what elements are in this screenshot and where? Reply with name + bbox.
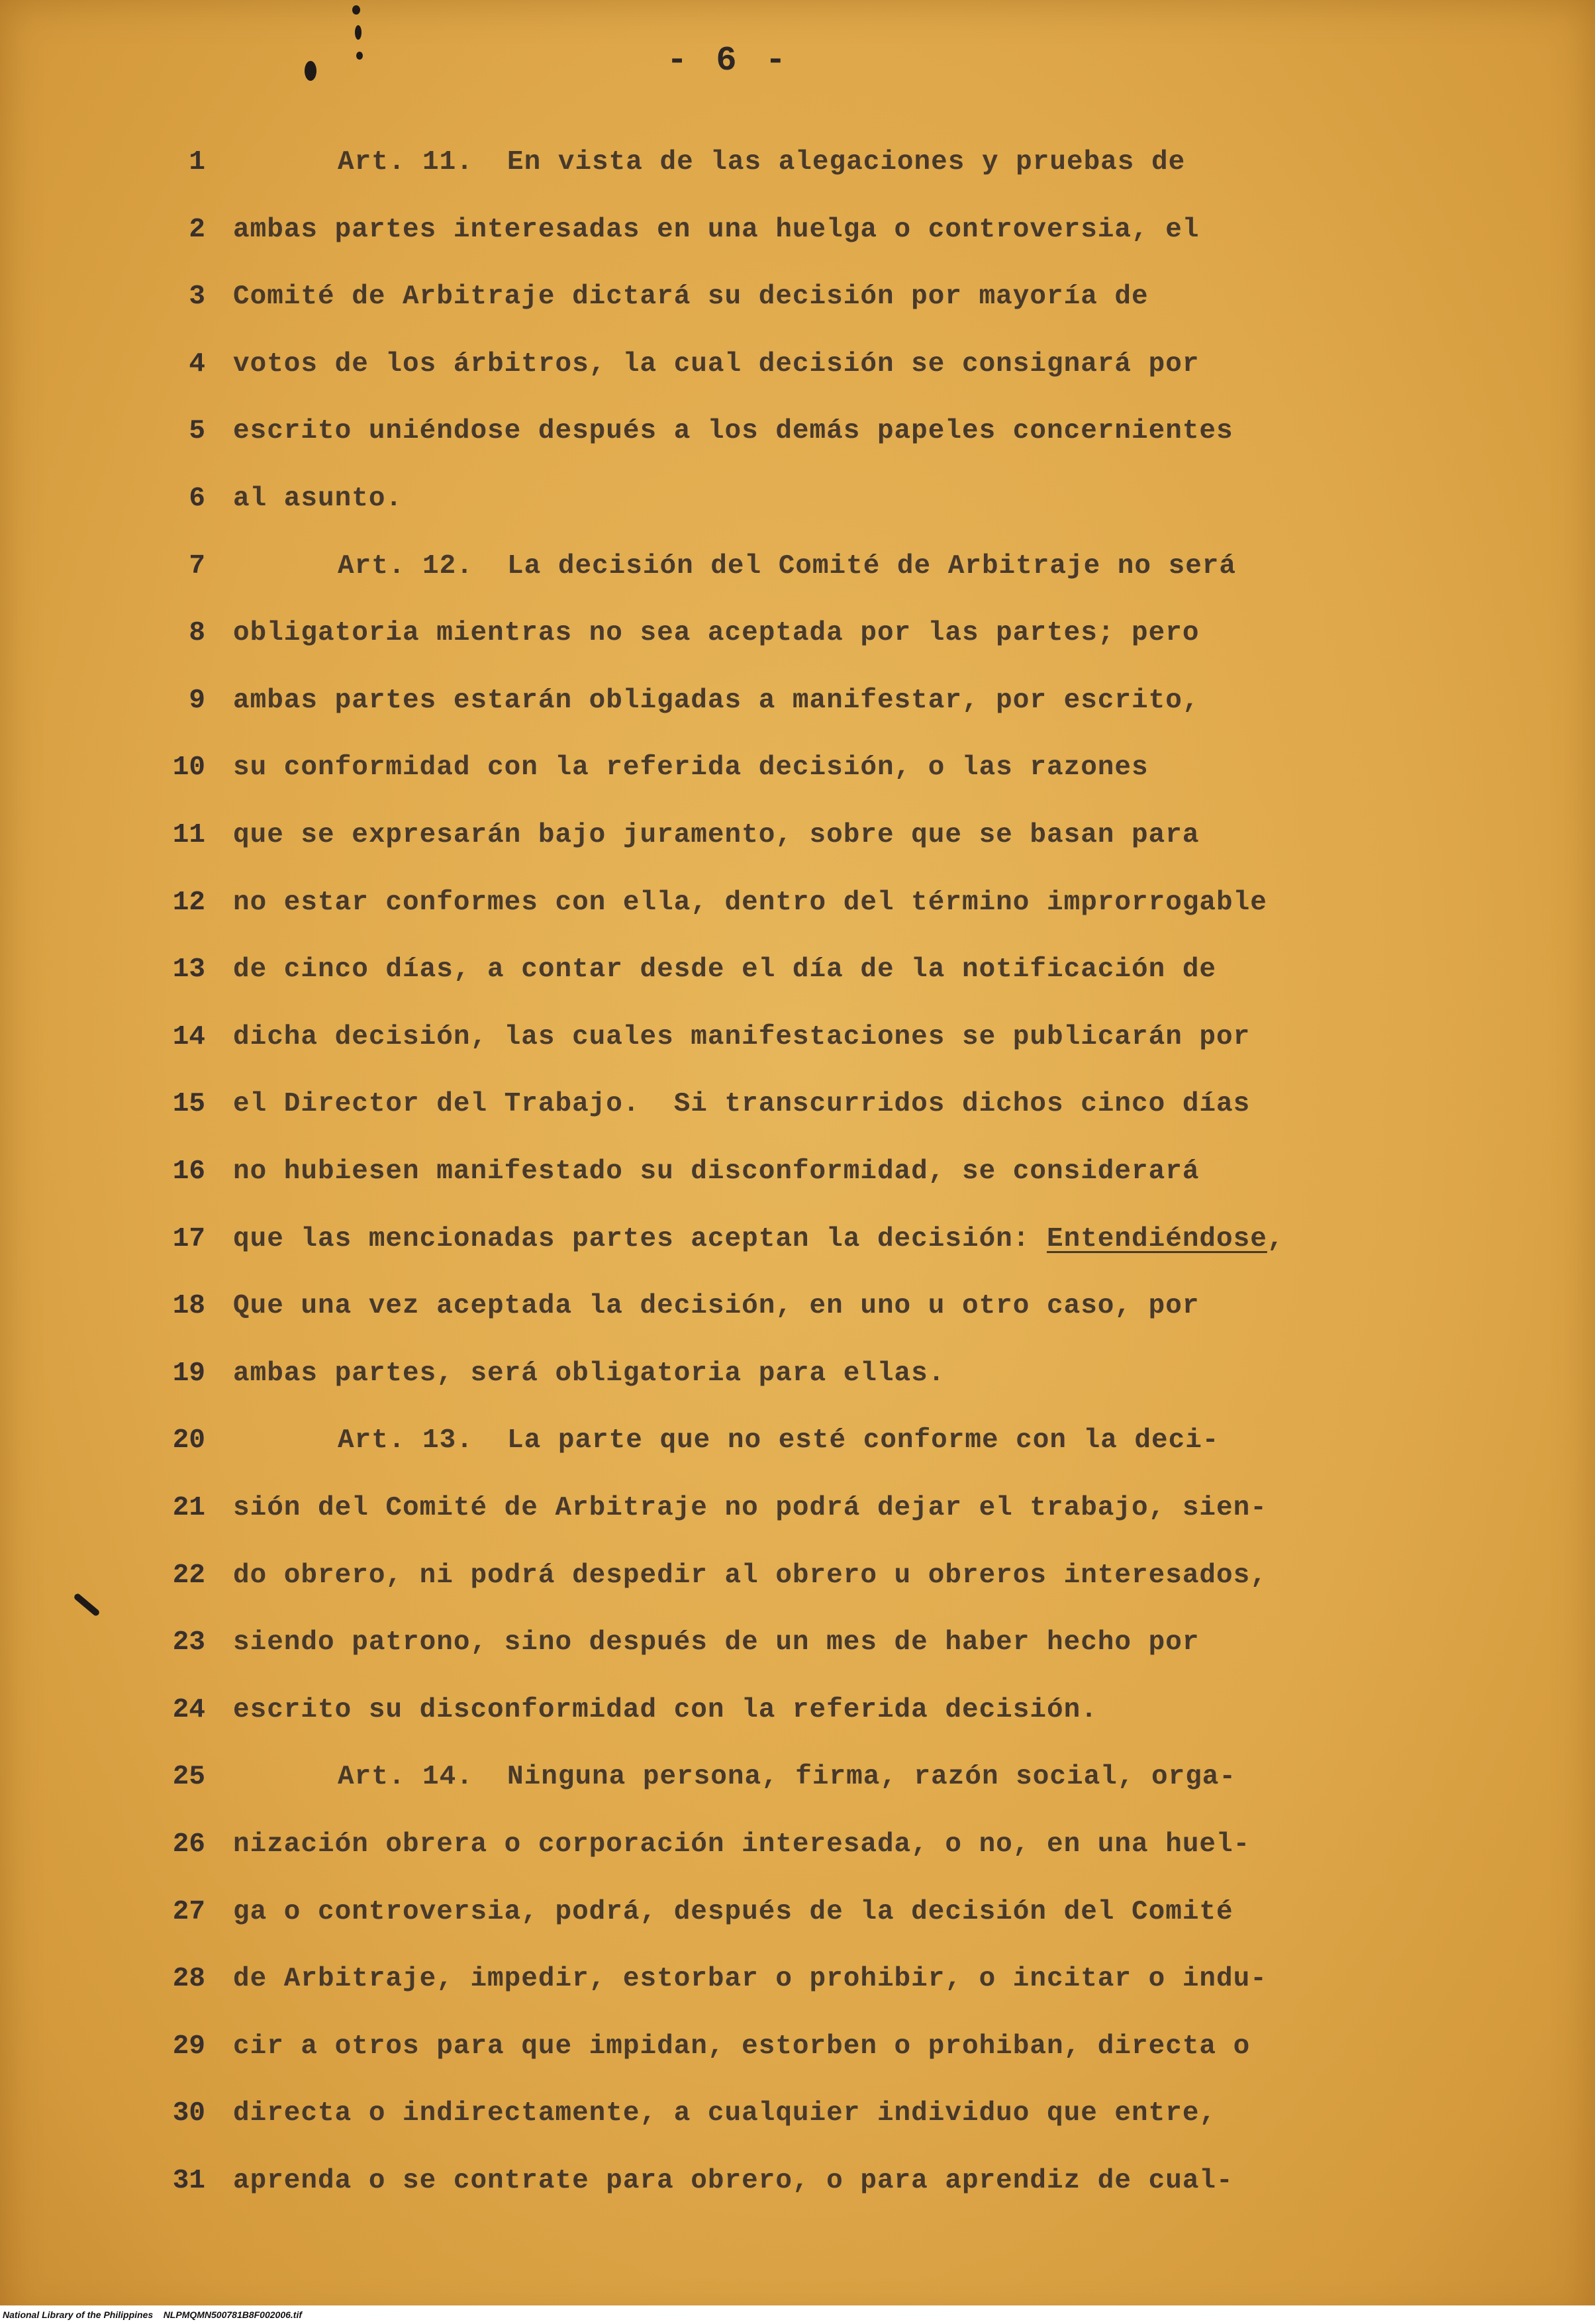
text-line: [0, 1022, 1595, 1082]
ink-blot-4: [305, 61, 316, 81]
line-number: 19: [172, 1358, 205, 1389]
line-number: 6: [189, 483, 205, 514]
text-line: [0, 1897, 1595, 1956]
line-number: 18: [172, 1291, 205, 1322]
line-number: 10: [172, 752, 205, 783]
text-line: [0, 1964, 1595, 2023]
line-number: 11: [172, 820, 205, 850]
line-number: 8: [189, 618, 205, 649]
text-line: [0, 2031, 1595, 2091]
line-number: 2: [189, 214, 205, 245]
ink-blot-1: [352, 5, 360, 15]
line-text: ambas partes estarán obligadas a manifestar, por escrito,: [233, 685, 1200, 716]
line-text: obligatoria mientras no sea aceptada por las partes; pero: [233, 618, 1200, 649]
line-text: directa o indirectamente, a cualquier individuo que entre,: [233, 2098, 1217, 2129]
ink-blot-2: [355, 25, 362, 40]
line-text: escrito su disconformidad con la referida decisión.: [233, 1694, 1098, 1725]
line-text: Comité de Arbitraje dictará su decisión por mayoría de: [233, 281, 1149, 313]
line-text: dicha decisión, las cuales manifestaciones se publicarán por: [233, 1021, 1251, 1052]
line-number: 5: [189, 416, 205, 447]
underlined-word: Entendiéndose: [1047, 1223, 1267, 1254]
line-number: 16: [172, 1156, 205, 1187]
ink-blot-3: [356, 52, 363, 60]
line-text: de cinco días, a contar desde el día de la notificación de: [233, 954, 1217, 985]
line-text: no estar conformes con ella, dentro del término improrrogable: [233, 887, 1267, 918]
text-line: [0, 1156, 1595, 1216]
text-line: [0, 416, 1595, 476]
line-number: 22: [172, 1560, 205, 1591]
text-line: [0, 2098, 1595, 2158]
text-line: [0, 281, 1595, 341]
text-line: [0, 1695, 1595, 1754]
line-text: de Arbitraje, impedir, estorbar o prohibir, o incitar o indu-: [233, 1964, 1267, 1995]
line-text: Art. 14. Ninguna persona, firma, razón social, orga-: [338, 1762, 1237, 1793]
line-text: ga o controversia, podrá, después de la decisión del Comité: [233, 1896, 1233, 1927]
text-line: [0, 820, 1595, 880]
line-text: su conformidad con la referida decisión, o las razones: [233, 752, 1149, 783]
line-number: 28: [172, 1964, 205, 1995]
line-number: 17: [172, 1223, 205, 1254]
text-line: [0, 1762, 1595, 1821]
line-text: sión del Comité de Arbitraje no podrá dejar el trabajo, sien-: [233, 1493, 1267, 1523]
line-number: 25: [172, 1762, 205, 1793]
line-text: el Director del Trabajo. Si transcurridos dichos cinco días: [233, 1089, 1251, 1120]
page-number: - 6 -: [666, 41, 791, 80]
line-text: ambas partes interesadas en una huelga o controversia, el: [233, 214, 1200, 245]
line-text: cir a otros para que impidan, estorben o prohiban, directa o: [233, 2031, 1251, 2062]
line-text: votos de los árbitros, la cual decisión se consignará por: [233, 348, 1200, 379]
line-number: 15: [172, 1089, 205, 1120]
line-number: 3: [189, 281, 205, 313]
text-line: [0, 1560, 1595, 1620]
text-line: [0, 147, 1595, 207]
archive-footer: National Library of the Philippines NLPMQMN500781B8F002006.tif: [0, 2305, 1595, 2324]
line-number: 20: [172, 1425, 205, 1456]
text-line: [0, 618, 1595, 678]
line-text: do obrero, ni podrá despedir al obrero u obreros interesados,: [233, 1560, 1267, 1591]
text-line: [0, 954, 1595, 1014]
line-text: ambas partes, será obligatoria para ellas.: [233, 1358, 945, 1389]
line-number: 23: [172, 1627, 205, 1658]
line-number: 14: [172, 1021, 205, 1052]
text-line: [0, 1089, 1595, 1148]
text-line: [0, 887, 1595, 947]
text-line: [0, 1493, 1595, 1552]
line-text: siendo patrono, sino después de un mes de haber hecho por: [233, 1627, 1200, 1658]
line-text: Art. 13. La parte que no esté conforme con la deci-: [338, 1425, 1220, 1456]
line-text: escrito uniéndose después a los demás papeles concernientes: [233, 416, 1233, 447]
line-number: 4: [189, 348, 205, 379]
text-line: [0, 483, 1595, 543]
line-text: nización obrera o corporación interesada, o no, en una huel-: [233, 1829, 1251, 1860]
line-number: 21: [172, 1493, 205, 1523]
text-line: [0, 685, 1595, 745]
line-number: 7: [189, 550, 205, 581]
line-number: 27: [172, 1896, 205, 1927]
line-number: 24: [172, 1694, 205, 1725]
text-line: [0, 752, 1595, 812]
line-text: al asunto.: [233, 483, 403, 514]
line-number: 9: [189, 685, 205, 716]
text-line: [0, 1358, 1595, 1418]
line-text: que se expresarán bajo juramento, sobre que se basan para: [233, 820, 1200, 850]
text-line: [0, 551, 1595, 611]
line-text: aprenda o se contrate para obrero, o para aprendiz de cual-: [233, 2166, 1233, 2196]
text-line: [0, 349, 1595, 409]
text-line: [0, 215, 1595, 274]
line-number: 26: [172, 1829, 205, 1860]
line-number: 13: [172, 954, 205, 985]
line-text: Art. 12. La decisión del Comité de Arbitraje no será: [338, 550, 1237, 581]
line-number: 31: [172, 2166, 205, 2196]
text-line: [0, 1291, 1595, 1350]
line-number: 29: [172, 2031, 205, 2062]
text-line: [0, 1425, 1595, 1485]
line-text: Que una vez aceptada la decisión, en uno u otro caso, por: [233, 1291, 1200, 1322]
line-number: 1: [189, 147, 205, 177]
line-text: que las mencionadas partes aceptan la decisión: Entendiéndose,: [233, 1223, 1284, 1254]
text-line: [0, 1224, 1595, 1284]
text-line: [0, 1829, 1595, 1889]
text-line: [0, 2166, 1595, 2225]
line-number: 12: [172, 887, 205, 918]
line-text: no hubiesen manifestado su disconformidad, se considerará: [233, 1156, 1200, 1187]
line-number: 30: [172, 2098, 205, 2129]
line-text: Art. 11. En vista de las alegaciones y pruebas de: [338, 147, 1186, 177]
text-line: [0, 1627, 1595, 1687]
